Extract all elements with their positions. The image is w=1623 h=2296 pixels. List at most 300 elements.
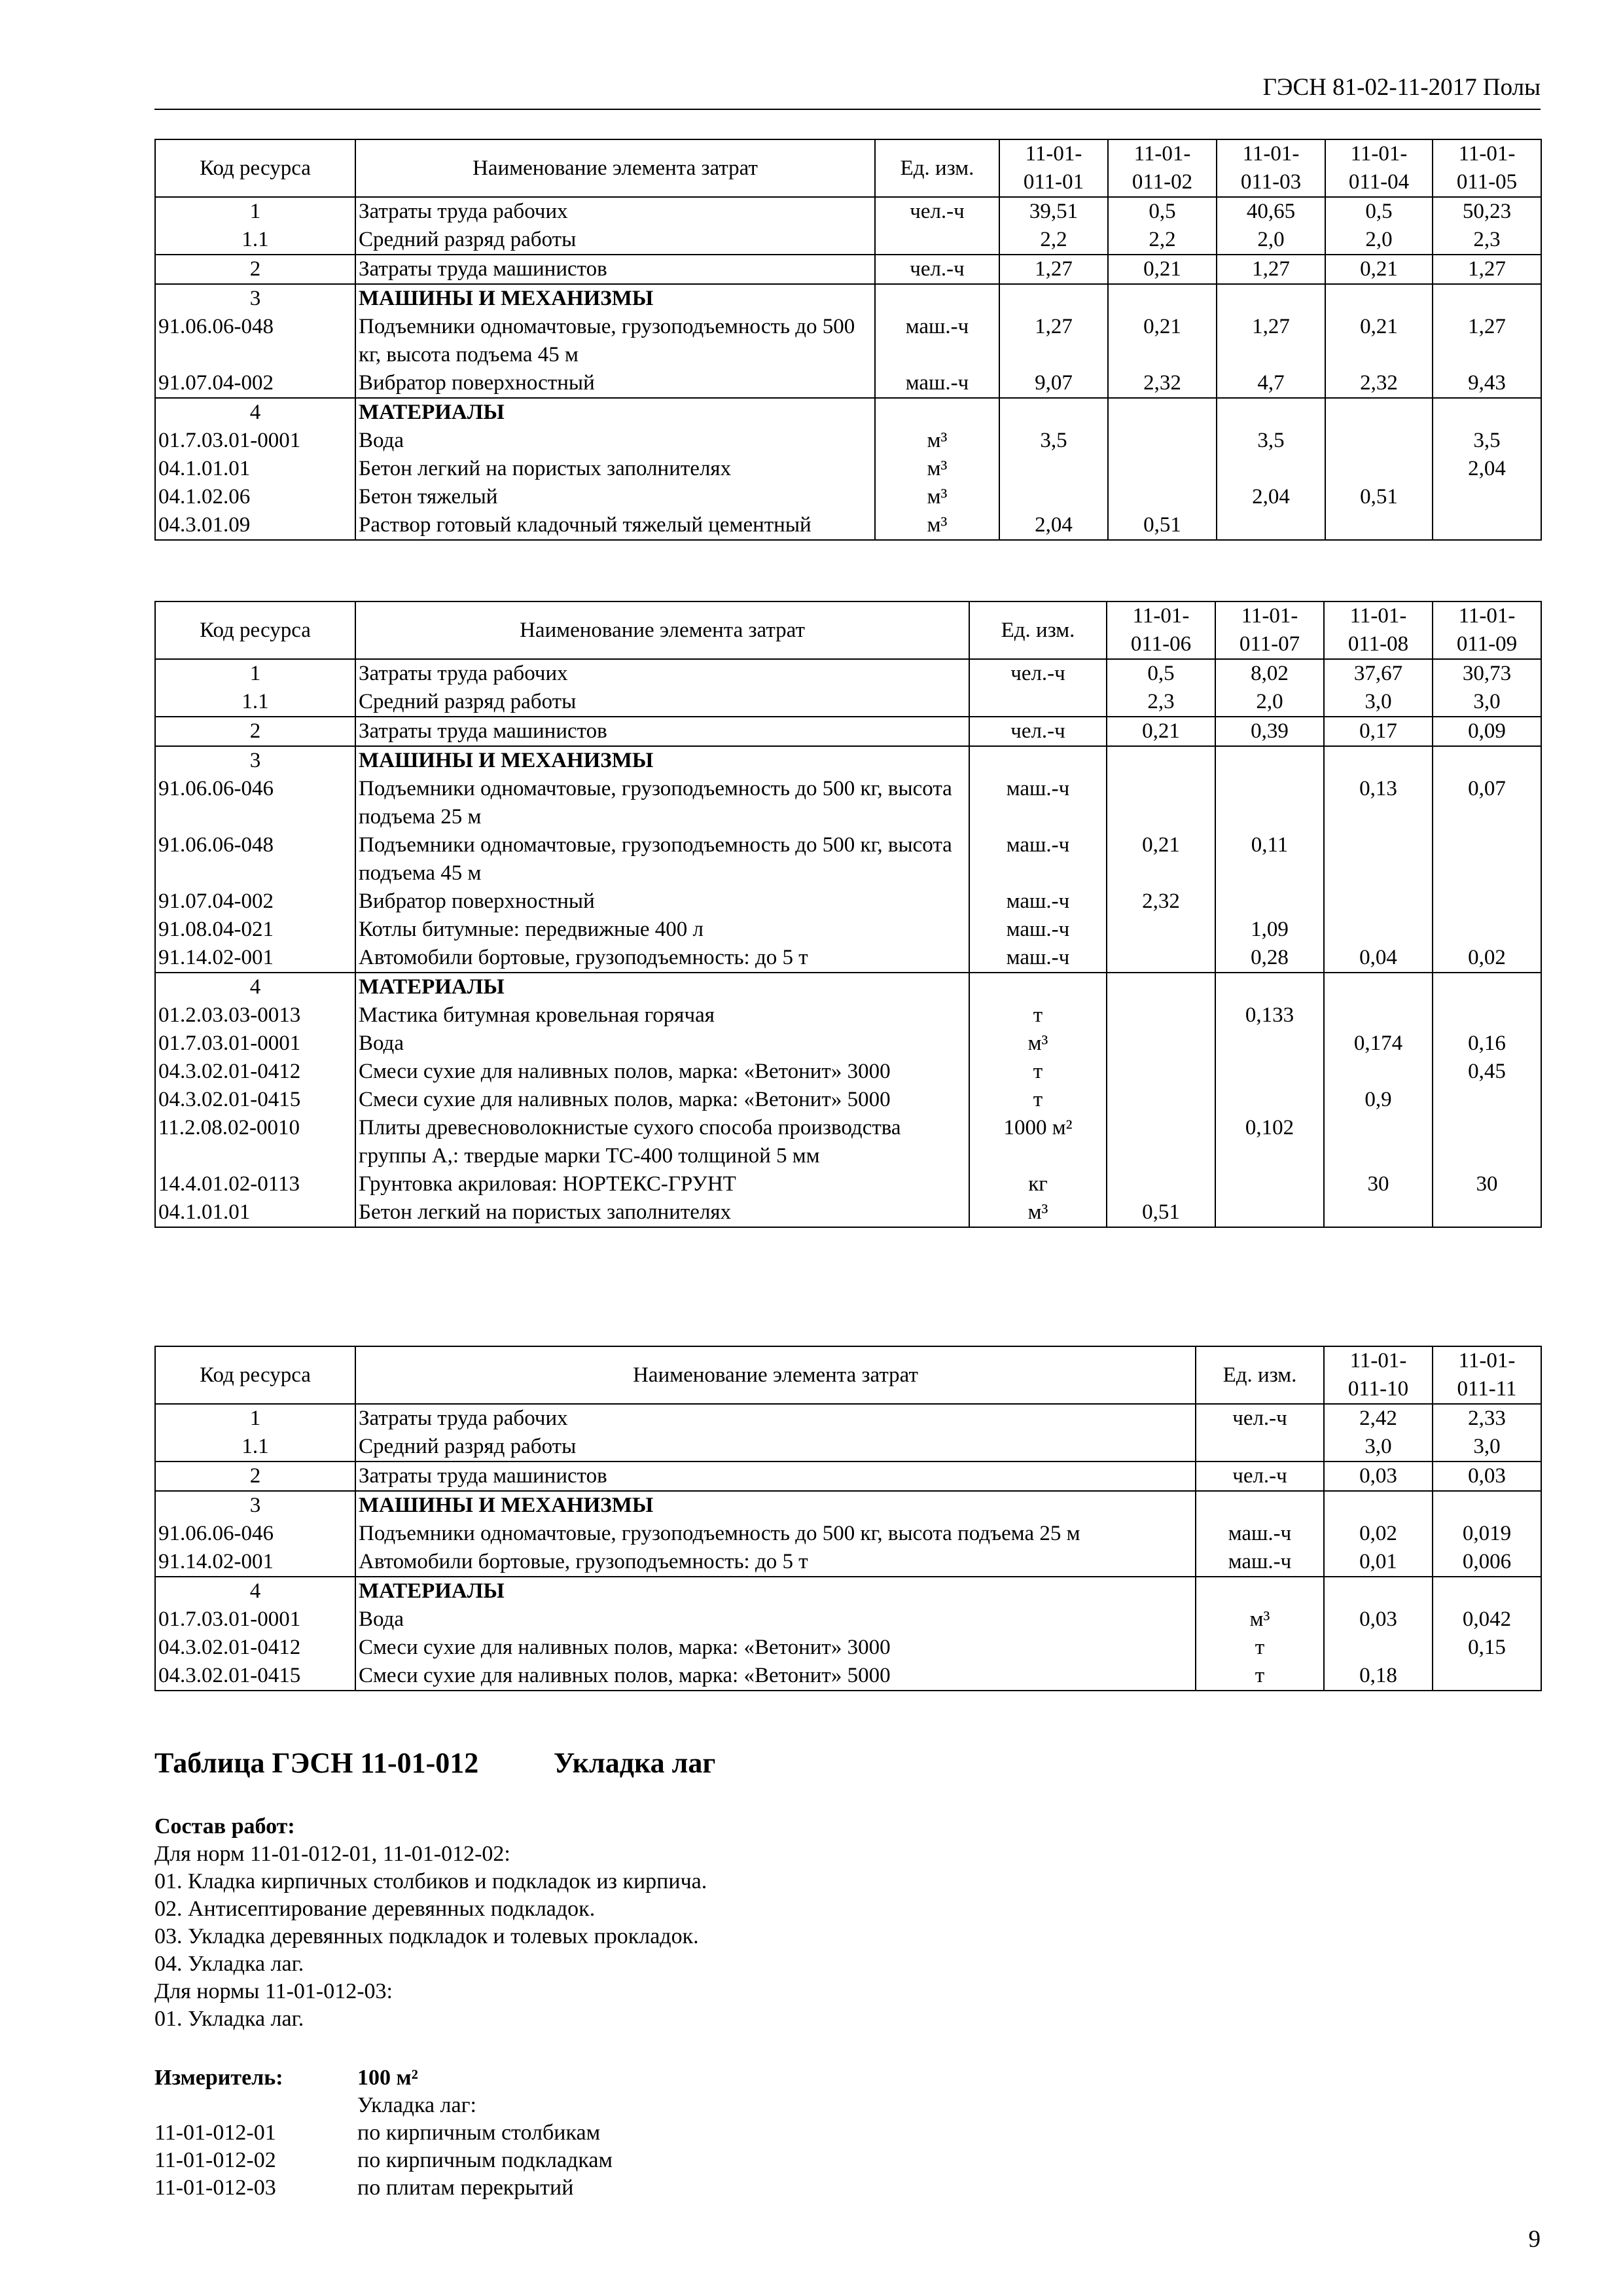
unit: чел.-ч bbox=[969, 717, 1107, 746]
resource-name: Затраты труда рабочих bbox=[355, 197, 875, 226]
value bbox=[1107, 1058, 1215, 1086]
unit: маш.-ч bbox=[969, 831, 1107, 888]
unit: чел.-ч bbox=[1196, 1404, 1324, 1433]
table-row bbox=[155, 1170, 1541, 1198]
resource-name: Смеси сухие для наливных полов, марка: «Ветонит» 3000 bbox=[355, 1058, 969, 1086]
table-row bbox=[155, 1577, 1541, 1605]
value bbox=[1215, 1170, 1324, 1198]
value bbox=[1433, 511, 1541, 540]
value bbox=[1324, 1634, 1433, 1662]
value bbox=[1433, 746, 1541, 775]
resource-code: 91.07.04-002 bbox=[155, 888, 355, 916]
table-row bbox=[155, 1086, 1541, 1114]
resource-code: 2 bbox=[155, 255, 355, 284]
resource-code: 01.7.03.01-0001 bbox=[155, 1605, 355, 1634]
unit: м³ bbox=[875, 511, 999, 540]
value bbox=[1215, 1058, 1324, 1086]
resource-code: 1.1 bbox=[155, 1433, 355, 1462]
value: 50,23 bbox=[1433, 197, 1541, 226]
value bbox=[999, 398, 1108, 427]
value: 30 bbox=[1324, 1170, 1433, 1198]
table-row bbox=[155, 226, 1541, 255]
resource-name: Бетон тяжелый bbox=[355, 483, 875, 511]
header-unit: Ед. изм. bbox=[969, 601, 1107, 659]
value: 0,5 bbox=[1108, 197, 1217, 226]
value bbox=[1433, 1198, 1541, 1227]
unit bbox=[1196, 1491, 1324, 1520]
measure-subtitle: Укладка лаг: bbox=[357, 2093, 477, 2117]
value: 0,45 bbox=[1433, 1058, 1541, 1086]
table-row bbox=[155, 973, 1541, 1001]
value: 0,09 bbox=[1433, 717, 1541, 746]
resource-name: Затраты труда рабочих bbox=[355, 659, 969, 688]
measure-value: 100 м² bbox=[357, 2066, 418, 2090]
value bbox=[1215, 1086, 1324, 1114]
unit bbox=[969, 746, 1107, 775]
value bbox=[1107, 1170, 1215, 1198]
unit: маш.-ч bbox=[969, 888, 1107, 916]
resource-code: 04.3.02.01-0415 bbox=[155, 1086, 355, 1114]
value bbox=[1217, 455, 1325, 483]
resource-name: Смеси сухие для наливных полов, марка: «Ветонит» 5000 bbox=[355, 1086, 969, 1114]
value: 0,019 bbox=[1433, 1520, 1541, 1548]
table-row bbox=[155, 1433, 1541, 1462]
value bbox=[1433, 916, 1541, 944]
resource-code: 4 bbox=[155, 398, 355, 427]
resource-name: Вода bbox=[355, 427, 875, 455]
value: 0,5 bbox=[1107, 659, 1215, 688]
value bbox=[1325, 398, 1433, 427]
resource-code: 91.06.06-048 bbox=[155, 313, 355, 369]
value bbox=[1325, 511, 1433, 540]
value bbox=[1324, 1001, 1433, 1030]
measure-item-code: 11-01-012-02 bbox=[154, 2148, 276, 2172]
value: 2,0 bbox=[1217, 226, 1325, 255]
table-row bbox=[155, 1462, 1541, 1491]
resource-name: Затраты труда машинистов bbox=[355, 1462, 1196, 1491]
value bbox=[1433, 888, 1541, 916]
value: 9,43 bbox=[1433, 369, 1541, 398]
header-norm-code: 11-01- 011-03 bbox=[1217, 139, 1325, 197]
measure-item-desc: по кирпичным подкладкам bbox=[357, 2148, 613, 2172]
value: 0,03 bbox=[1433, 1462, 1541, 1491]
unit: маш.-ч bbox=[969, 944, 1107, 973]
resource-name: Вода bbox=[355, 1030, 969, 1058]
composition-line: Для норм 11-01-012-01, 11-01-012-02: bbox=[154, 1842, 510, 1866]
unit: м³ bbox=[1196, 1605, 1324, 1634]
value: 0,07 bbox=[1433, 775, 1541, 831]
composition-title: Состав работ: bbox=[154, 1814, 295, 1839]
resource-code: 91.06.06-048 bbox=[155, 831, 355, 888]
value bbox=[1433, 973, 1541, 1001]
value: 4,7 bbox=[1217, 369, 1325, 398]
value: 3,5 bbox=[1217, 427, 1325, 455]
resource-code: 2 bbox=[155, 1462, 355, 1491]
unit bbox=[875, 226, 999, 255]
value: 0,21 bbox=[1325, 313, 1433, 369]
header-norm-code: 11-01- 011-04 bbox=[1325, 139, 1433, 197]
value: 3,5 bbox=[1433, 427, 1541, 455]
table-row bbox=[155, 916, 1541, 944]
table-row bbox=[155, 1491, 1541, 1520]
header-code: Код ресурса bbox=[155, 139, 355, 197]
header-norm-code: 11-01- 011-10 bbox=[1324, 1346, 1433, 1404]
header-unit: Ед. изм. bbox=[875, 139, 999, 197]
unit: м³ bbox=[875, 427, 999, 455]
table-row bbox=[155, 398, 1541, 427]
value: 0,39 bbox=[1215, 717, 1324, 746]
resource-name: Затраты труда рабочих bbox=[355, 1404, 1196, 1433]
resource-code: 04.1.01.01 bbox=[155, 455, 355, 483]
header-norm-code: 11-01- 011-07 bbox=[1215, 601, 1324, 659]
value bbox=[1215, 775, 1324, 831]
resource-name: Подъемники одномачтовые, грузоподъемность до 500 кг, высота подъема 25 м bbox=[355, 1520, 1196, 1548]
header-norm-code: 11-01- 011-05 bbox=[1433, 139, 1541, 197]
value: 2,32 bbox=[1325, 369, 1433, 398]
value bbox=[1324, 973, 1433, 1001]
table-row bbox=[155, 427, 1541, 455]
value bbox=[1108, 427, 1217, 455]
resource-code: 1 bbox=[155, 197, 355, 226]
unit bbox=[969, 688, 1107, 717]
unit: кг bbox=[969, 1170, 1107, 1198]
unit bbox=[1196, 1577, 1324, 1605]
header-name: Наименование элемента затрат bbox=[355, 1346, 1196, 1404]
resource-code: 91.06.06-046 bbox=[155, 1520, 355, 1548]
value bbox=[1325, 427, 1433, 455]
unit bbox=[875, 398, 999, 427]
header-code: Код ресурса bbox=[155, 601, 355, 659]
value bbox=[1217, 511, 1325, 540]
resource-name: Автомобили бортовые, грузоподъемность: до 5 т bbox=[355, 944, 969, 973]
table-row bbox=[155, 746, 1541, 775]
value bbox=[1215, 1030, 1324, 1058]
value bbox=[1324, 1491, 1433, 1520]
table-row bbox=[155, 1662, 1541, 1691]
resource-code: 04.1.01.01 bbox=[155, 1198, 355, 1227]
value: 2,0 bbox=[1325, 226, 1433, 255]
measure-item-desc: по плитам перекрытий bbox=[357, 2176, 574, 2200]
resource-code: 4 bbox=[155, 1577, 355, 1605]
composition-line: 03. Укладка деревянных подкладок и толевых прокладок. bbox=[154, 1924, 699, 1948]
resource-code: 91.06.06-046 bbox=[155, 775, 355, 831]
composition-line: 04. Укладка лаг. bbox=[154, 1952, 304, 1976]
value: 0,02 bbox=[1324, 1520, 1433, 1548]
value: 9,07 bbox=[999, 369, 1108, 398]
value: 2,2 bbox=[1108, 226, 1217, 255]
value bbox=[1324, 916, 1433, 944]
unit: м³ bbox=[875, 455, 999, 483]
table-row bbox=[155, 1404, 1541, 1433]
table-row bbox=[155, 1198, 1541, 1227]
measure-item-desc: по кирпичным столбикам bbox=[357, 2121, 601, 2145]
resource-name: МАШИНЫ И МЕХАНИЗМЫ bbox=[355, 1491, 1196, 1520]
value bbox=[1107, 1001, 1215, 1030]
unit: чел.-ч bbox=[1196, 1462, 1324, 1491]
header-name: Наименование элемента затрат bbox=[355, 139, 875, 197]
value bbox=[1433, 1491, 1541, 1520]
header-norm-code: 11-01- 011-11 bbox=[1433, 1346, 1541, 1404]
resource-code: 4 bbox=[155, 973, 355, 1001]
resource-name: Бетон легкий на пористых заполнителях bbox=[355, 455, 875, 483]
value: 0,042 bbox=[1433, 1605, 1541, 1634]
table-row bbox=[155, 284, 1541, 313]
resource-code: 1 bbox=[155, 1404, 355, 1433]
resource-code: 1.1 bbox=[155, 226, 355, 255]
unit: маш.-ч bbox=[969, 775, 1107, 831]
measure-item bbox=[154, 2174, 613, 2202]
value: 0,16 bbox=[1433, 1030, 1541, 1058]
table-row bbox=[155, 1114, 1541, 1170]
resource-code: 14.4.01.02-0113 bbox=[155, 1170, 355, 1198]
resource-table-1 bbox=[154, 139, 1542, 541]
value bbox=[1324, 888, 1433, 916]
unit: чел.-ч bbox=[969, 659, 1107, 688]
resource-code: 04.1.02.06 bbox=[155, 483, 355, 511]
value bbox=[1433, 483, 1541, 511]
resource-name: Вибратор поверхностный bbox=[355, 888, 969, 916]
resource-code: 04.3.02.01-0415 bbox=[155, 1662, 355, 1691]
resource-name: Вода bbox=[355, 1605, 1196, 1634]
value: 2,2 bbox=[999, 226, 1108, 255]
resource-code: 01.2.03.03-0013 bbox=[155, 1001, 355, 1030]
table-row bbox=[155, 659, 1541, 688]
unit bbox=[969, 973, 1107, 1001]
measure-item-code: 11-01-012-01 bbox=[154, 2121, 276, 2145]
value: 0,21 bbox=[1108, 313, 1217, 369]
value bbox=[1433, 831, 1541, 888]
value bbox=[999, 483, 1108, 511]
unit: маш.-ч bbox=[969, 916, 1107, 944]
value: 2,42 bbox=[1324, 1404, 1433, 1433]
value: 0,21 bbox=[1107, 717, 1215, 746]
unit: т bbox=[969, 1086, 1107, 1114]
table-row bbox=[155, 455, 1541, 483]
resource-name: Котлы битумные: передвижные 400 л bbox=[355, 916, 969, 944]
value: 2,3 bbox=[1107, 688, 1215, 717]
resource-name: Средний разряд работы bbox=[355, 1433, 1196, 1462]
header-norm-code: 11-01- 011-09 bbox=[1433, 601, 1541, 659]
resource-code: 01.7.03.01-0001 bbox=[155, 1030, 355, 1058]
value bbox=[1107, 973, 1215, 1001]
resource-name: МАШИНЫ И МЕХАНИЗМЫ bbox=[355, 746, 969, 775]
table-title: Укладка лаг bbox=[554, 1747, 716, 1779]
value bbox=[1433, 284, 1541, 313]
resource-name: МАТЕРИАЛЫ bbox=[355, 1577, 1196, 1605]
value: 39,51 bbox=[999, 197, 1108, 226]
table-row bbox=[155, 511, 1541, 540]
value: 1,27 bbox=[999, 313, 1108, 369]
header-norm-code: 11-01- 011-02 bbox=[1108, 139, 1217, 197]
unit: маш.-ч bbox=[1196, 1548, 1324, 1577]
value bbox=[1107, 746, 1215, 775]
value: 0,28 bbox=[1215, 944, 1324, 973]
resource-code: 91.07.04-002 bbox=[155, 369, 355, 398]
resource-code: 1.1 bbox=[155, 688, 355, 717]
resource-code: 04.3.01.09 bbox=[155, 511, 355, 540]
value: 0,04 bbox=[1324, 944, 1433, 973]
header-rule bbox=[154, 109, 1541, 110]
value bbox=[1324, 1198, 1433, 1227]
unit: м³ bbox=[969, 1198, 1107, 1227]
value: 0,21 bbox=[1325, 255, 1433, 284]
unit: чел.-ч bbox=[875, 197, 999, 226]
resource-name: Мастика битумная кровельная горячая bbox=[355, 1001, 969, 1030]
value: 0,03 bbox=[1324, 1462, 1433, 1491]
unit: 1000 м² bbox=[969, 1114, 1107, 1170]
table-row bbox=[155, 1634, 1541, 1662]
resource-code: 2 bbox=[155, 717, 355, 746]
value: 0,51 bbox=[1108, 511, 1217, 540]
resource-name: Подъемники одномачтовые, грузоподъемность до 500 кг, высота подъема 45 м bbox=[355, 313, 875, 369]
resource-code: 91.08.04-021 bbox=[155, 916, 355, 944]
value: 0,01 bbox=[1324, 1548, 1433, 1577]
table-row bbox=[155, 775, 1541, 831]
value: 3,0 bbox=[1433, 688, 1541, 717]
value: 0,15 bbox=[1433, 1634, 1541, 1662]
composition-line: 01. Кладка кирпичных столбиков и подкладок из кирпича. bbox=[154, 1869, 707, 1893]
resource-name: МАТЕРИАЛЫ bbox=[355, 398, 875, 427]
resource-name: МАТЕРИАЛЫ bbox=[355, 973, 969, 1001]
value: 0,13 bbox=[1324, 775, 1433, 831]
resource-code: 91.14.02-001 bbox=[155, 944, 355, 973]
value bbox=[1325, 455, 1433, 483]
table-row bbox=[155, 1548, 1541, 1577]
table-row bbox=[155, 197, 1541, 226]
value: 30 bbox=[1433, 1170, 1541, 1198]
resource-code: 1 bbox=[155, 659, 355, 688]
table-row bbox=[155, 369, 1541, 398]
resource-name: МАШИНЫ И МЕХАНИЗМЫ bbox=[355, 284, 875, 313]
value bbox=[1108, 398, 1217, 427]
table-row bbox=[155, 255, 1541, 284]
value: 0,03 bbox=[1324, 1605, 1433, 1634]
value: 3,0 bbox=[1324, 688, 1433, 717]
composition-line: 02. Антисептирование деревянных подкладок. bbox=[154, 1897, 596, 1921]
resource-name: Смеси сухие для наливных полов, марка: «Ветонит» 5000 bbox=[355, 1662, 1196, 1691]
value bbox=[1108, 455, 1217, 483]
value: 0,17 bbox=[1324, 717, 1433, 746]
value: 1,27 bbox=[1433, 255, 1541, 284]
resource-name: Смеси сухие для наливных полов, марка: «Ветонит» 3000 bbox=[355, 1634, 1196, 1662]
value: 0,11 bbox=[1215, 831, 1324, 888]
work-composition bbox=[154, 1813, 707, 2033]
value: 8,02 bbox=[1215, 659, 1324, 688]
value: 3,0 bbox=[1433, 1433, 1541, 1462]
resource-name: Средний разряд работы bbox=[355, 688, 969, 717]
resource-name: Плиты древесноволокнистые сухого способа производства группы А,: твердые марки ТС-400 толщиной 5 мм bbox=[355, 1114, 969, 1170]
value: 2,04 bbox=[1433, 455, 1541, 483]
resource-name: Раствор готовый кладочный тяжелый цементный bbox=[355, 511, 875, 540]
value: 2,04 bbox=[1217, 483, 1325, 511]
value bbox=[1108, 284, 1217, 313]
value: 2,3 bbox=[1433, 226, 1541, 255]
value bbox=[1215, 746, 1324, 775]
value bbox=[1324, 1058, 1433, 1086]
page-header-title: ГЭСН 81-02-11-2017 Полы bbox=[1262, 74, 1541, 101]
value: 0,133 bbox=[1215, 1001, 1324, 1030]
value: 0,102 bbox=[1215, 1114, 1324, 1170]
value: 1,27 bbox=[1433, 313, 1541, 369]
resource-code: 3 bbox=[155, 284, 355, 313]
table-row bbox=[155, 1058, 1541, 1086]
section-heading bbox=[154, 1746, 715, 1780]
resource-code: 01.7.03.01-0001 bbox=[155, 427, 355, 455]
unit: т bbox=[1196, 1662, 1324, 1691]
unit: чел.-ч bbox=[875, 255, 999, 284]
value: 0,21 bbox=[1107, 831, 1215, 888]
value bbox=[1217, 398, 1325, 427]
table-row bbox=[155, 944, 1541, 973]
resource-code: 11.2.08.02-0010 bbox=[155, 1114, 355, 1170]
composition-line: Для нормы 11-01-012-03: bbox=[154, 1979, 393, 2003]
value: 1,27 bbox=[1217, 255, 1325, 284]
value: 37,67 bbox=[1324, 659, 1433, 688]
table-row bbox=[155, 1520, 1541, 1548]
value: 0,5 bbox=[1325, 197, 1433, 226]
value: 30,73 bbox=[1433, 659, 1541, 688]
header-norm-code: 11-01- 011-01 bbox=[999, 139, 1108, 197]
unit: т bbox=[969, 1058, 1107, 1086]
table-row bbox=[155, 1605, 1541, 1634]
resource-table-2 bbox=[154, 601, 1542, 1228]
measure-item bbox=[154, 2147, 613, 2174]
value bbox=[1107, 944, 1215, 973]
resource-name: Автомобили бортовые, грузоподъемность: до 5 т bbox=[355, 1548, 1196, 1577]
value bbox=[1215, 1198, 1324, 1227]
value bbox=[1324, 746, 1433, 775]
table-row bbox=[155, 1001, 1541, 1030]
resource-code: 04.3.02.01-0412 bbox=[155, 1058, 355, 1086]
unit: маш.-ч bbox=[1196, 1520, 1324, 1548]
value bbox=[1215, 973, 1324, 1001]
value: 0,51 bbox=[1107, 1198, 1215, 1227]
resource-name: Подъемники одномачтовые, грузоподъемность до 500 кг, высота подъема 45 м bbox=[355, 831, 969, 888]
measure-label: Измеритель: bbox=[154, 2066, 283, 2090]
value bbox=[1215, 888, 1324, 916]
value bbox=[1217, 284, 1325, 313]
value bbox=[1324, 1577, 1433, 1605]
value: 40,65 bbox=[1217, 197, 1325, 226]
value: 0,51 bbox=[1325, 483, 1433, 511]
value: 0,18 bbox=[1324, 1662, 1433, 1691]
value: 2,32 bbox=[1107, 888, 1215, 916]
value bbox=[999, 284, 1108, 313]
value bbox=[1107, 1086, 1215, 1114]
value bbox=[1108, 483, 1217, 511]
value bbox=[1433, 1577, 1541, 1605]
table-row bbox=[155, 688, 1541, 717]
table-row bbox=[155, 717, 1541, 746]
table-row bbox=[155, 483, 1541, 511]
resource-name: Грунтовка акриловая: НОРТЕКС-ГРУНТ bbox=[355, 1170, 969, 1198]
value: 1,09 bbox=[1215, 916, 1324, 944]
value: 3,5 bbox=[999, 427, 1108, 455]
table-row bbox=[155, 313, 1541, 369]
value: 0,9 bbox=[1324, 1086, 1433, 1114]
header-norm-code: 11-01- 011-06 bbox=[1107, 601, 1215, 659]
unit bbox=[1196, 1433, 1324, 1462]
header-unit: Ед. изм. bbox=[1196, 1346, 1324, 1404]
unit: маш.-ч bbox=[875, 313, 999, 369]
resource-name: Вибратор поверхностный bbox=[355, 369, 875, 398]
composition-line: 01. Укладка лаг. bbox=[154, 2007, 304, 2031]
value: 2,0 bbox=[1215, 688, 1324, 717]
value bbox=[1107, 775, 1215, 831]
header-norm-code: 11-01- 011-08 bbox=[1324, 601, 1433, 659]
value bbox=[1325, 284, 1433, 313]
unit bbox=[875, 284, 999, 313]
